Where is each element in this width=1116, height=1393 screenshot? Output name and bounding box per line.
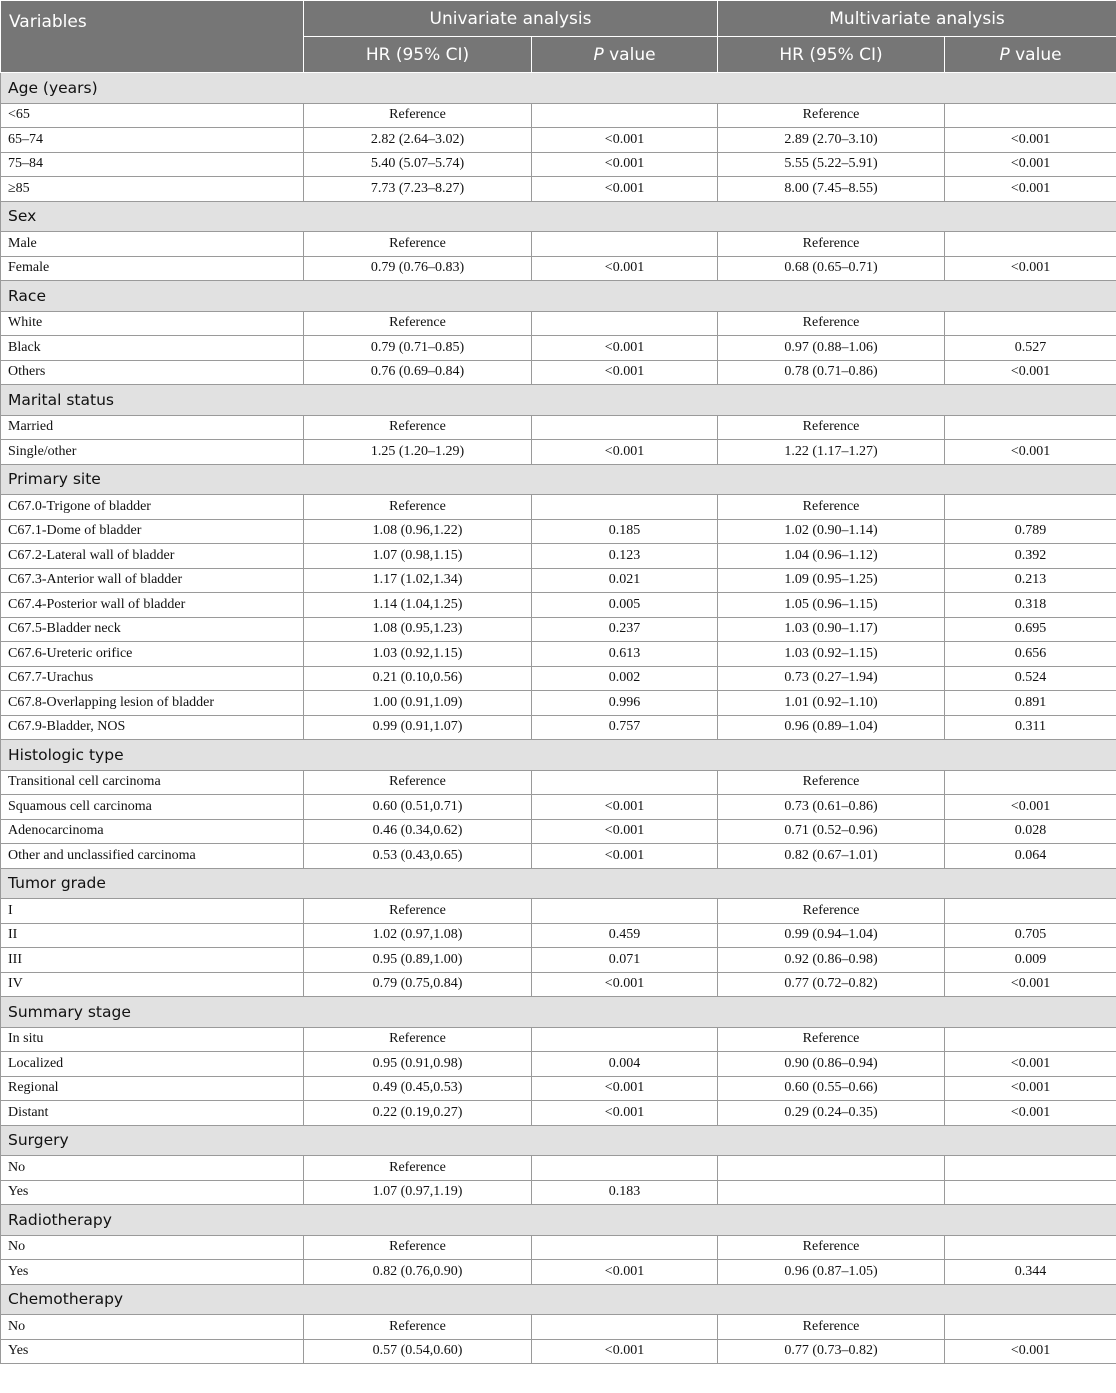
section-row: [1, 385, 1116, 416]
multivariate-p-cell: <0.001: [945, 1101, 1116, 1126]
univariate-hr-cell: 0.99 (0.91,1.07): [304, 715, 532, 740]
multivariate-hr-cell: Reference: [718, 232, 945, 257]
variable-cell: 65–74: [1, 128, 304, 153]
variable-cell: ≥85: [1, 177, 304, 202]
univariate-hr-cell: Reference: [304, 103, 532, 128]
univariate-hr-cell: Reference: [304, 770, 532, 795]
multivariate-hr-cell: 0.73 (0.61–0.86): [718, 795, 945, 820]
multivariate-hr-cell: 1.03 (0.90–1.17): [718, 617, 945, 642]
multivariate-hr-cell: 1.22 (1.17–1.27): [718, 440, 945, 465]
section-row: [1, 1205, 1116, 1236]
multivariate-p-cell: 0.524: [945, 666, 1116, 691]
table-row: [1, 899, 1116, 924]
variable-cell: Other and unclassified carcinoma: [1, 844, 304, 869]
univariate-p-cell: 0.185: [532, 519, 718, 544]
variable-cell: C67.2-Lateral wall of bladder: [1, 544, 304, 569]
univariate-hr-cell: Reference: [304, 899, 532, 924]
variable-cell: II: [1, 923, 304, 948]
variable-cell: C67.7-Urachus: [1, 666, 304, 691]
univariate-p-cell: <0.001: [532, 360, 718, 385]
multivariate-p-cell: 0.344: [945, 1260, 1116, 1285]
univariate-p-cell: 0.183: [532, 1180, 718, 1205]
univariate-p-cell: <0.001: [532, 844, 718, 869]
multivariate-hr-cell: [718, 1156, 945, 1181]
univariate-p-cell: <0.001: [532, 336, 718, 361]
table-row: [1, 1180, 1116, 1205]
variable-cell: Squamous cell carcinoma: [1, 795, 304, 820]
multivariate-p-cell: [945, 1156, 1116, 1181]
univariate-p-cell: 0.613: [532, 642, 718, 667]
univariate-hr-cell: 1.08 (0.95,1.23): [304, 617, 532, 642]
table-body: [1, 73, 1116, 1364]
table-row: [1, 691, 1116, 716]
univariate-hr-cell: 7.73 (7.23–8.27): [304, 177, 532, 202]
multivariate-p-cell: 0.311: [945, 715, 1116, 740]
section-title: Sex: [1, 201, 1116, 232]
variable-cell: No: [1, 1235, 304, 1260]
univariate-p-cell: <0.001: [532, 972, 718, 997]
univariate-hr-cell: Reference: [304, 1156, 532, 1181]
univariate-p-cell: 0.071: [532, 948, 718, 973]
multivariate-p-cell: <0.001: [945, 177, 1116, 202]
multivariate-p-cell: 0.705: [945, 923, 1116, 948]
univariate-hr-cell: 0.79 (0.76–0.83): [304, 256, 532, 281]
section-title: Surgery: [1, 1125, 1116, 1156]
univariate-hr-cell: 1.03 (0.92,1.15): [304, 642, 532, 667]
univariate-hr-header: HR (95% CI): [304, 37, 532, 73]
univariate-hr-cell: 0.21 (0.10,0.56): [304, 666, 532, 691]
univariate-header: Univariate analysis: [304, 1, 718, 37]
univariate-hr-cell: 0.60 (0.51,0.71): [304, 795, 532, 820]
table-row: [1, 1260, 1116, 1285]
univariate-hr-cell: 1.25 (1.20–1.29): [304, 440, 532, 465]
univariate-hr-cell: 1.07 (0.98,1.15): [304, 544, 532, 569]
multivariate-p-cell: [945, 1027, 1116, 1052]
multivariate-hr-cell: 8.00 (7.45–8.55): [718, 177, 945, 202]
multivariate-p-cell: 0.318: [945, 593, 1116, 618]
table-row: [1, 440, 1116, 465]
univariate-p-cell: [532, 1315, 718, 1340]
section-title: Histologic type: [1, 740, 1116, 771]
univariate-p-cell: [532, 415, 718, 440]
multivariate-hr-cell: 0.90 (0.86–0.94): [718, 1052, 945, 1077]
table-row: [1, 844, 1116, 869]
section-title: Tumor grade: [1, 868, 1116, 899]
univariate-hr-cell: 0.79 (0.75,0.84): [304, 972, 532, 997]
variable-cell: Single/other: [1, 440, 304, 465]
p-value-text: value: [603, 44, 656, 65]
table-row: [1, 1027, 1116, 1052]
table-row: [1, 256, 1116, 281]
multivariate-p-cell: [945, 495, 1116, 520]
table-row: [1, 1156, 1116, 1181]
multivariate-hr-cell: 0.73 (0.27–1.94): [718, 666, 945, 691]
variable-cell: C67.5-Bladder neck: [1, 617, 304, 642]
univariate-hr-cell: Reference: [304, 495, 532, 520]
multivariate-p-header: [945, 37, 1116, 73]
multivariate-hr-cell: Reference: [718, 1315, 945, 1340]
multivariate-hr-cell: Reference: [718, 103, 945, 128]
variable-cell: 75–84: [1, 152, 304, 177]
multivariate-hr-cell: 0.77 (0.72–0.82): [718, 972, 945, 997]
variable-cell: Female: [1, 256, 304, 281]
univariate-p-cell: <0.001: [532, 152, 718, 177]
table-row: [1, 1315, 1116, 1340]
table-row: [1, 568, 1116, 593]
table-row: [1, 923, 1116, 948]
section-row: [1, 464, 1116, 495]
section-title: Age (years): [1, 73, 1116, 104]
p-value-text: value: [1009, 44, 1062, 65]
univariate-hr-cell: Reference: [304, 1315, 532, 1340]
multivariate-hr-cell: 0.97 (0.88–1.06): [718, 336, 945, 361]
variable-cell: C67.3-Anterior wall of bladder: [1, 568, 304, 593]
multivariate-p-cell: <0.001: [945, 256, 1116, 281]
univariate-p-cell: [532, 1027, 718, 1052]
multivariate-hr-cell: 1.09 (0.95–1.25): [718, 568, 945, 593]
multivariate-p-cell: <0.001: [945, 1339, 1116, 1364]
table-row: [1, 770, 1116, 795]
multivariate-header: Multivariate analysis: [718, 1, 1116, 37]
multivariate-p-cell: <0.001: [945, 1052, 1116, 1077]
section-row: [1, 1284, 1116, 1315]
multivariate-p-cell: [945, 1315, 1116, 1340]
univariate-hr-cell: Reference: [304, 1235, 532, 1260]
multivariate-hr-cell: Reference: [718, 1235, 945, 1260]
table-header: [1, 1, 1116, 73]
multivariate-p-cell: [945, 899, 1116, 924]
variable-cell: Yes: [1, 1180, 304, 1205]
table-row: [1, 128, 1116, 153]
table-row: [1, 593, 1116, 618]
multivariate-p-cell: [945, 103, 1116, 128]
multivariate-hr-cell: Reference: [718, 495, 945, 520]
variable-cell: Transitional cell carcinoma: [1, 770, 304, 795]
univariate-hr-cell: 0.95 (0.89,1.00): [304, 948, 532, 973]
univariate-p-cell: [532, 1156, 718, 1181]
table-row: [1, 1339, 1116, 1364]
univariate-hr-cell: Reference: [304, 311, 532, 336]
variable-cell: C67.6-Ureteric orifice: [1, 642, 304, 667]
variable-cell: Regional: [1, 1076, 304, 1101]
variable-cell: I: [1, 899, 304, 924]
univariate-p-cell: <0.001: [532, 1260, 718, 1285]
section-row: [1, 740, 1116, 771]
univariate-hr-cell: Reference: [304, 232, 532, 257]
univariate-hr-cell: 0.53 (0.43,0.65): [304, 844, 532, 869]
p-italic: P: [593, 44, 604, 65]
multivariate-hr-cell: 0.82 (0.67–1.01): [718, 844, 945, 869]
multivariate-p-cell: <0.001: [945, 128, 1116, 153]
multivariate-hr-cell: 1.02 (0.90–1.14): [718, 519, 945, 544]
variable-cell: IV: [1, 972, 304, 997]
multivariate-hr-cell: 0.77 (0.73–0.82): [718, 1339, 945, 1364]
table-row: [1, 972, 1116, 997]
univariate-hr-cell: 2.82 (2.64–3.02): [304, 128, 532, 153]
multivariate-hr-cell: Reference: [718, 311, 945, 336]
table-row: [1, 232, 1116, 257]
univariate-p-cell: 0.004: [532, 1052, 718, 1077]
multivariate-hr-cell: 0.99 (0.94–1.04): [718, 923, 945, 948]
univariate-hr-cell: 0.57 (0.54,0.60): [304, 1339, 532, 1364]
p-italic: P: [999, 44, 1010, 65]
variable-cell: C67.9-Bladder, NOS: [1, 715, 304, 740]
table-row: [1, 642, 1116, 667]
multivariate-hr-cell: 0.60 (0.55–0.66): [718, 1076, 945, 1101]
section-row: [1, 201, 1116, 232]
multivariate-hr-cell: 0.29 (0.24–0.35): [718, 1101, 945, 1126]
univariate-p-cell: <0.001: [532, 1339, 718, 1364]
table-row: [1, 795, 1116, 820]
univariate-p-cell: <0.001: [532, 795, 718, 820]
univariate-hr-cell: Reference: [304, 415, 532, 440]
table-row: [1, 1052, 1116, 1077]
multivariate-p-cell: 0.392: [945, 544, 1116, 569]
multivariate-hr-cell: 0.78 (0.71–0.86): [718, 360, 945, 385]
univariate-p-cell: <0.001: [532, 1101, 718, 1126]
table-row: [1, 544, 1116, 569]
multivariate-p-cell: 0.064: [945, 844, 1116, 869]
multivariate-hr-cell: 1.05 (0.96–1.15): [718, 593, 945, 618]
multivariate-p-cell: [945, 415, 1116, 440]
section-row: [1, 868, 1116, 899]
variables-header: Variables: [1, 1, 304, 73]
univariate-p-cell: <0.001: [532, 1076, 718, 1101]
table-row: [1, 1101, 1116, 1126]
univariate-hr-cell: 1.00 (0.91,1.09): [304, 691, 532, 716]
multivariate-p-cell: <0.001: [945, 440, 1116, 465]
multivariate-hr-cell: Reference: [718, 770, 945, 795]
univariate-p-cell: <0.001: [532, 177, 718, 202]
table-row: [1, 336, 1116, 361]
multivariate-hr-cell: 0.68 (0.65–0.71): [718, 256, 945, 281]
univariate-hr-cell: 1.07 (0.97,1.19): [304, 1180, 532, 1205]
multivariate-hr-cell: 5.55 (5.22–5.91): [718, 152, 945, 177]
univariate-p-cell: [532, 103, 718, 128]
univariate-p-cell: 0.237: [532, 617, 718, 642]
section-title: Race: [1, 281, 1116, 312]
multivariate-p-cell: 0.789: [945, 519, 1116, 544]
multivariate-p-cell: <0.001: [945, 152, 1116, 177]
univariate-p-cell: 0.021: [532, 568, 718, 593]
variable-cell: Others: [1, 360, 304, 385]
univariate-p-cell: 0.123: [532, 544, 718, 569]
univariate-p-header: [532, 37, 718, 73]
variable-cell: Yes: [1, 1339, 304, 1364]
multivariate-hr-header: HR (95% CI): [718, 37, 945, 73]
multivariate-p-cell: 0.527: [945, 336, 1116, 361]
univariate-p-cell: [532, 899, 718, 924]
section-row: [1, 73, 1116, 104]
multivariate-hr-cell: 0.92 (0.86–0.98): [718, 948, 945, 973]
table-row: [1, 666, 1116, 691]
univariate-p-cell: [532, 311, 718, 336]
multivariate-p-cell: [945, 1180, 1116, 1205]
multivariate-hr-cell: [718, 1180, 945, 1205]
variable-cell: White: [1, 311, 304, 336]
multivariate-hr-cell: Reference: [718, 899, 945, 924]
univariate-hr-cell: 0.76 (0.69–0.84): [304, 360, 532, 385]
univariate-hr-cell: 0.95 (0.91,0.98): [304, 1052, 532, 1077]
section-title: Marital status: [1, 385, 1116, 416]
variable-cell: Male: [1, 232, 304, 257]
table-row: [1, 519, 1116, 544]
multivariate-p-cell: 0.656: [945, 642, 1116, 667]
section-title: Primary site: [1, 464, 1116, 495]
univariate-hr-cell: 1.02 (0.97,1.08): [304, 923, 532, 948]
univariate-hr-cell: 0.82 (0.76,0.90): [304, 1260, 532, 1285]
multivariate-hr-cell: Reference: [718, 1027, 945, 1052]
univariate-p-cell: 0.002: [532, 666, 718, 691]
multivariate-hr-cell: 1.03 (0.92–1.15): [718, 642, 945, 667]
multivariate-p-cell: 0.213: [945, 568, 1116, 593]
table-row: [1, 495, 1116, 520]
table-row: [1, 819, 1116, 844]
variable-cell: No: [1, 1156, 304, 1181]
section-title: Chemotherapy: [1, 1284, 1116, 1315]
univariate-p-cell: [532, 232, 718, 257]
variable-cell: Black: [1, 336, 304, 361]
table-row: [1, 311, 1116, 336]
multivariate-hr-cell: 0.96 (0.89–1.04): [718, 715, 945, 740]
variable-cell: Adenocarcinoma: [1, 819, 304, 844]
univariate-hr-cell: 5.40 (5.07–5.74): [304, 152, 532, 177]
multivariate-p-cell: [945, 311, 1116, 336]
univariate-hr-cell: Reference: [304, 1027, 532, 1052]
univariate-p-cell: 0.459: [532, 923, 718, 948]
variable-cell: Distant: [1, 1101, 304, 1126]
variable-cell: <65: [1, 103, 304, 128]
multivariate-p-cell: [945, 1235, 1116, 1260]
univariate-hr-cell: 1.17 (1.02,1.34): [304, 568, 532, 593]
multivariate-p-cell: 0.009: [945, 948, 1116, 973]
table-row: [1, 103, 1116, 128]
multivariate-p-cell: <0.001: [945, 795, 1116, 820]
table-row: [1, 177, 1116, 202]
multivariate-hr-cell: 1.04 (0.96–1.12): [718, 544, 945, 569]
variable-cell: III: [1, 948, 304, 973]
table-row: [1, 715, 1116, 740]
variable-cell: No: [1, 1315, 304, 1340]
multivariate-p-cell: 0.695: [945, 617, 1116, 642]
univariate-hr-cell: 0.79 (0.71–0.85): [304, 336, 532, 361]
multivariate-hr-cell: Reference: [718, 415, 945, 440]
section-row: [1, 1125, 1116, 1156]
univariate-p-cell: 0.757: [532, 715, 718, 740]
variable-cell: In situ: [1, 1027, 304, 1052]
multivariate-p-cell: <0.001: [945, 360, 1116, 385]
multivariate-p-cell: <0.001: [945, 972, 1116, 997]
variable-cell: C67.8-Overlapping lesion of bladder: [1, 691, 304, 716]
table-row: [1, 1235, 1116, 1260]
univariate-p-cell: <0.001: [532, 819, 718, 844]
univariate-hr-cell: 0.22 (0.19,0.27): [304, 1101, 532, 1126]
univariate-p-cell: [532, 495, 718, 520]
multivariate-hr-cell: 0.71 (0.52–0.96): [718, 819, 945, 844]
variable-cell: Localized: [1, 1052, 304, 1077]
table-row: [1, 415, 1116, 440]
multivariate-p-cell: 0.028: [945, 819, 1116, 844]
section-title: Summary stage: [1, 997, 1116, 1028]
table-row: [1, 152, 1116, 177]
multivariate-hr-cell: 0.96 (0.87–1.05): [718, 1260, 945, 1285]
variable-cell: Married: [1, 415, 304, 440]
univariate-hr-cell: 1.14 (1.04,1.25): [304, 593, 532, 618]
variable-cell: C67.1-Dome of bladder: [1, 519, 304, 544]
multivariate-p-cell: <0.001: [945, 1076, 1116, 1101]
section-row: [1, 281, 1116, 312]
univariate-hr-cell: 0.46 (0.34,0.62): [304, 819, 532, 844]
multivariate-p-cell: 0.891: [945, 691, 1116, 716]
multivariate-hr-cell: 2.89 (2.70–3.10): [718, 128, 945, 153]
table-row: [1, 360, 1116, 385]
table-row: [1, 948, 1116, 973]
section-title: Radiotherapy: [1, 1205, 1116, 1236]
section-row: [1, 997, 1116, 1028]
univariate-p-cell: 0.005: [532, 593, 718, 618]
variable-cell: C67.4-Posterior wall of bladder: [1, 593, 304, 618]
univariate-p-cell: 0.996: [532, 691, 718, 716]
univariate-p-cell: <0.001: [532, 256, 718, 281]
univariate-p-cell: [532, 1235, 718, 1260]
univariate-hr-cell: 0.49 (0.45,0.53): [304, 1076, 532, 1101]
univariate-hr-cell: 1.08 (0.96,1.22): [304, 519, 532, 544]
variable-cell: C67.0-Trigone of bladder: [1, 495, 304, 520]
univariate-p-cell: <0.001: [532, 128, 718, 153]
multivariate-hr-cell: 1.01 (0.92–1.10): [718, 691, 945, 716]
table-row: [1, 1076, 1116, 1101]
table-row: [1, 617, 1116, 642]
variable-cell: Yes: [1, 1260, 304, 1285]
univariate-p-cell: [532, 770, 718, 795]
multivariate-p-cell: [945, 770, 1116, 795]
univariate-p-cell: <0.001: [532, 440, 718, 465]
multivariate-p-cell: [945, 232, 1116, 257]
